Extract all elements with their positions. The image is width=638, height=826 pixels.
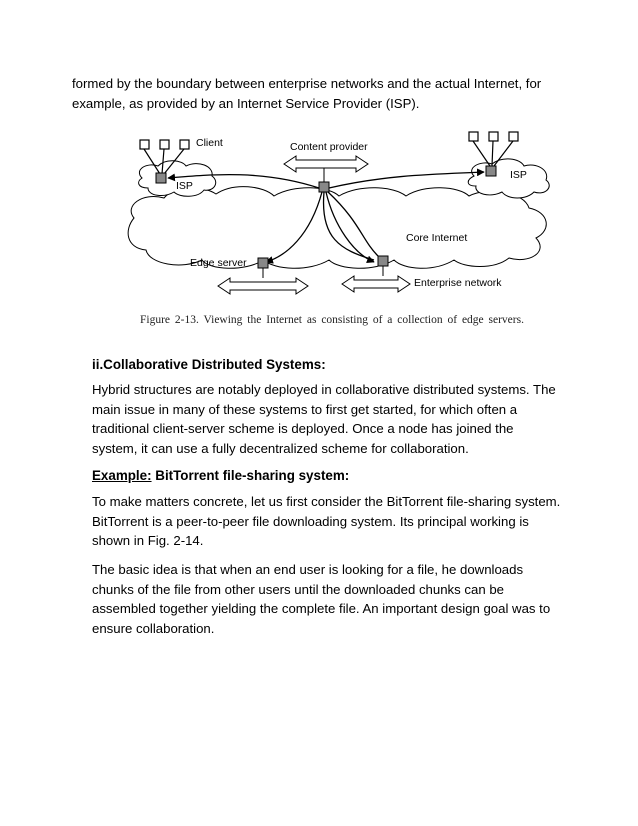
edge-server-label: Edge server bbox=[190, 257, 247, 269]
example-paragraph-1: To make matters concrete, let us first consider the BitTorrent file-sharing system. BitTorrent is a peer-to-peer file downloading system. Its principal working is shown in Fig. 2-14. bbox=[92, 494, 561, 549]
content-provider-arrow bbox=[284, 156, 368, 182]
edge-server-arrow bbox=[218, 268, 308, 294]
section-paragraph: Hybrid structures are notably deployed in collaborative distributed systems. The main issue in many of these systems to first get started, for which often a traditional client-server scheme is deployed. Once a node has joined the system, it can use a fully decentralized scheme for collaboration. bbox=[92, 382, 556, 456]
network-diagram bbox=[124, 126, 554, 316]
core-internet-label: Core Internet bbox=[406, 232, 468, 244]
content-provider-server bbox=[319, 182, 329, 192]
edge-server-figure bbox=[124, 126, 554, 336]
enterprise-server-node bbox=[378, 256, 388, 266]
example-heading bbox=[92, 466, 349, 486]
isp-server-right bbox=[486, 166, 496, 176]
enterprise-network-arrow bbox=[342, 266, 410, 292]
edge-server-node bbox=[258, 258, 268, 268]
example-paragraph-2: The basic idea is that when an end user is looking for a file, he downloads chunks of the file from other users until the downloaded chunks can be assembled together yielding the complete file. An important design goal was to ensure collaboration. bbox=[92, 562, 551, 636]
intro-paragraph: formed by the boundary between enterprise networks and the actual Internet, for example, as provided by an Internet Service Provider (ISP). bbox=[72, 76, 542, 111]
content-provider-label: Content provider bbox=[290, 141, 368, 153]
isp-label-right: ISP bbox=[510, 169, 527, 181]
isp-label-left: ISP bbox=[176, 180, 193, 192]
example-title: BitTorrent file-sharing system: bbox=[151, 468, 350, 483]
figure-caption: Figure 2-13. Viewing the Internet as consisting of a collection of edge servers. bbox=[140, 314, 524, 326]
isp-server-left bbox=[156, 173, 166, 183]
section-heading: ii.Collaborative Distributed Systems: bbox=[92, 357, 326, 372]
client-label: Client bbox=[196, 137, 223, 149]
example-label: Example: bbox=[92, 468, 152, 483]
enterprise-network-label: Enterprise network bbox=[414, 277, 502, 289]
isp-cloud-right bbox=[468, 159, 549, 198]
